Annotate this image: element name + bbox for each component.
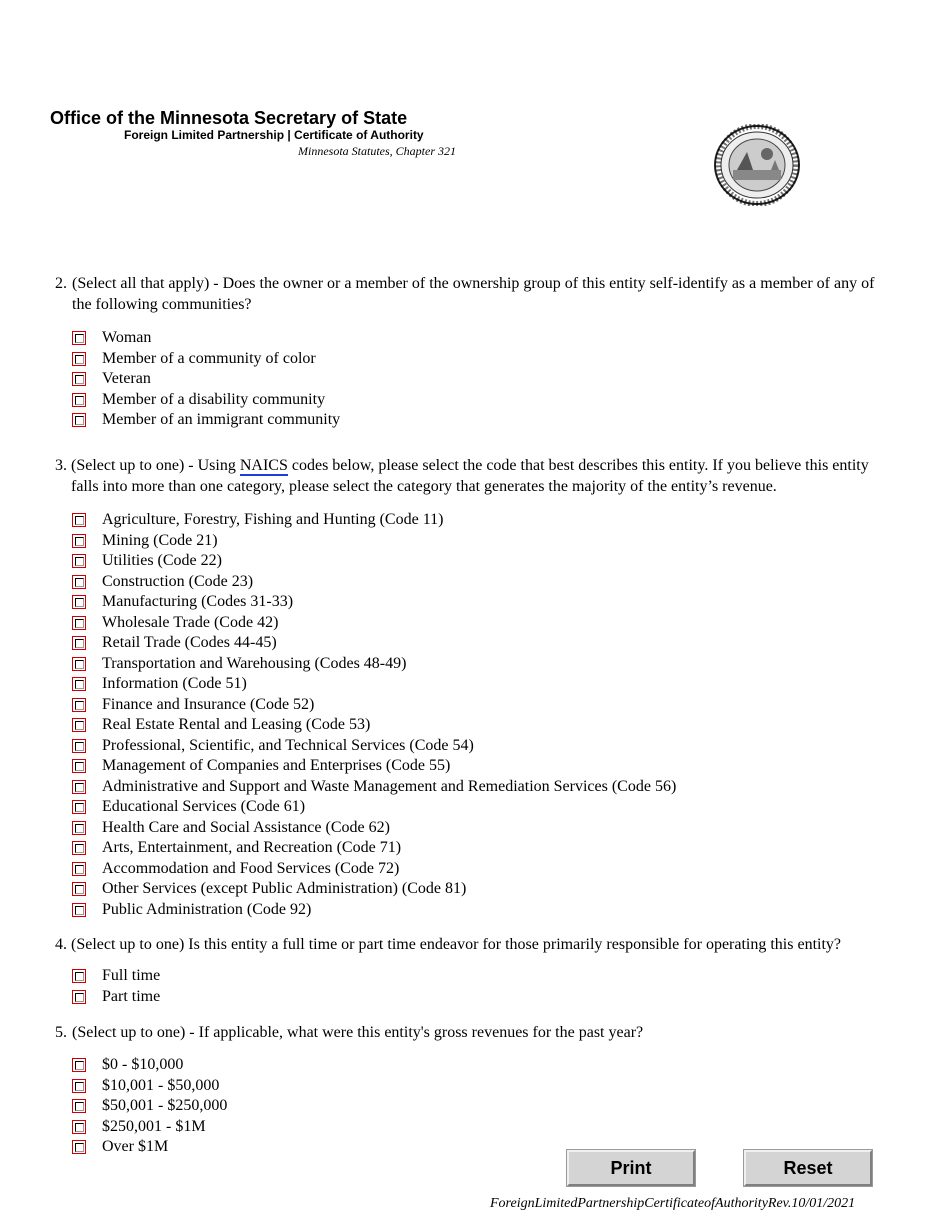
- option-row[interactable]: [72, 715, 676, 736]
- option-checkbox[interactable]: [72, 780, 86, 794]
- form-subtitle: Foreign Limited Partnership | Certificate of Authority: [124, 128, 424, 142]
- option-row[interactable]: [72, 797, 676, 818]
- print-button[interactable]: Print: [567, 1150, 695, 1186]
- option-row[interactable]: [72, 966, 160, 987]
- option-checkbox[interactable]: [72, 575, 86, 589]
- option-row[interactable]: [72, 695, 676, 716]
- option-label: Transportation and Warehousing (Codes 48-49): [102, 654, 407, 672]
- naics-link[interactable]: NAICS: [239, 457, 288, 474]
- option-row[interactable]: [72, 736, 676, 757]
- option-row[interactable]: [72, 390, 340, 411]
- option-label: $50,001 - $250,000: [102, 1097, 228, 1115]
- q2-options: [72, 328, 340, 431]
- option-row[interactable]: [72, 1096, 227, 1117]
- option-label: Arts, Entertainment, and Recreation (Code 71): [102, 839, 402, 857]
- option-label: Information (Code 51): [102, 675, 247, 693]
- option-row[interactable]: [72, 613, 676, 634]
- question-text: [71, 455, 895, 497]
- question-number: 2.: [55, 275, 67, 292]
- option-checkbox[interactable]: [72, 595, 86, 609]
- option-checkbox[interactable]: [72, 393, 86, 407]
- option-label: Part time: [102, 987, 161, 1005]
- option-row[interactable]: [72, 756, 676, 777]
- option-label: Real Estate Rental and Leasing (Code 53): [102, 716, 371, 734]
- option-checkbox[interactable]: [72, 352, 86, 366]
- option-row[interactable]: [72, 987, 160, 1008]
- option-row[interactable]: [72, 1076, 227, 1097]
- option-label: Finance and Insurance (Code 52): [102, 695, 315, 713]
- option-row[interactable]: [72, 510, 676, 531]
- option-row[interactable]: [72, 879, 676, 900]
- option-checkbox[interactable]: [72, 841, 86, 855]
- option-row[interactable]: [72, 410, 340, 431]
- option-row[interactable]: [72, 328, 340, 349]
- option-label: Educational Services (Code 61): [102, 798, 306, 816]
- option-label: Member of a community of color: [102, 349, 316, 367]
- question-3: [55, 455, 895, 497]
- option-row[interactable]: [72, 592, 676, 613]
- option-row[interactable]: [72, 1137, 227, 1158]
- option-checkbox[interactable]: [72, 534, 86, 548]
- option-row[interactable]: [72, 859, 676, 880]
- option-checkbox[interactable]: [72, 969, 86, 983]
- option-label: $0 - $10,000: [102, 1056, 184, 1074]
- reset-button[interactable]: Reset: [744, 1150, 872, 1186]
- option-row[interactable]: [72, 654, 676, 675]
- option-checkbox[interactable]: [72, 372, 86, 386]
- option-checkbox[interactable]: [72, 331, 86, 345]
- office-title: Office of the Minnesota Secretary of State: [50, 108, 408, 128]
- option-checkbox[interactable]: [72, 903, 86, 917]
- question-text: (Select up to one) - If applicable, what were this entity's gross revenues for the past year?: [72, 1024, 644, 1041]
- q3-options: [72, 510, 676, 920]
- option-label: Veteran: [102, 370, 151, 388]
- option-checkbox[interactable]: [72, 698, 86, 712]
- option-row[interactable]: [72, 818, 676, 839]
- option-label: Other Services (except Public Administration) (Code 81): [102, 880, 467, 898]
- option-label: Retail Trade (Codes 44-45): [102, 634, 277, 652]
- option-label: Manufacturing (Codes 31-33): [102, 593, 294, 611]
- option-label: Member of an immigrant community: [102, 411, 341, 429]
- option-label: $250,001 - $1M: [102, 1117, 206, 1135]
- option-checkbox[interactable]: [72, 616, 86, 630]
- option-label: $10,001 - $50,000: [102, 1076, 220, 1094]
- option-label: Agriculture, Forestry, Fishing and Hunting (Code 11): [102, 511, 444, 529]
- option-row[interactable]: [72, 900, 676, 921]
- option-checkbox[interactable]: [72, 413, 86, 427]
- question-number: 4.: [55, 936, 67, 953]
- question-number: 5.: [55, 1024, 67, 1041]
- option-label: Construction (Code 23): [102, 572, 254, 590]
- option-label: Over $1M: [102, 1138, 169, 1156]
- option-checkbox[interactable]: [72, 657, 86, 671]
- question-text: (Select up to one) Is this entity a full time or part time endeavor for those primarily responsible for operating this entity?: [71, 936, 842, 953]
- option-label: Member of a disability community: [102, 390, 326, 408]
- option-label: Wholesale Trade (Code 42): [102, 613, 279, 631]
- option-checkbox[interactable]: [72, 513, 86, 527]
- option-label: Management of Companies and Enterprises (Code 55): [102, 757, 451, 775]
- option-checkbox[interactable]: [72, 739, 86, 753]
- statute-reference: Minnesota Statutes, Chapter 321: [298, 144, 456, 158]
- question-4: [55, 934, 895, 955]
- q4-options: [72, 966, 160, 1007]
- option-checkbox[interactable]: [72, 1079, 86, 1093]
- question-text-end: codes below, please select the code that best describes this entity. If you believe this entity falls into more than one category, please select the category that generates the majority of the entity’s revenue.: [71, 457, 869, 495]
- option-row[interactable]: [72, 1055, 227, 1076]
- option-label: Mining (Code 21): [102, 531, 218, 549]
- option-label: Utilities (Code 22): [102, 552, 222, 570]
- state-seal-icon: [713, 124, 801, 206]
- question-2: [55, 273, 895, 315]
- question-number: 3.: [55, 457, 67, 474]
- option-checkbox[interactable]: [72, 800, 86, 814]
- question-text: (Select all that apply) - Does the owner or a member of the ownership group of this entity self-identify as a member of any of the following communities?: [72, 275, 875, 313]
- question-text-start: (Select up to one) - Using: [71, 457, 240, 474]
- option-row[interactable]: [72, 838, 676, 859]
- option-checkbox[interactable]: [72, 554, 86, 568]
- option-label: Professional, Scientific, and Technical Services (Code 54): [102, 736, 474, 754]
- option-checkbox[interactable]: [72, 718, 86, 732]
- option-label: Health Care and Social Assistance (Code 62): [102, 818, 390, 836]
- option-row[interactable]: [72, 551, 676, 572]
- q5-options: [72, 1055, 227, 1158]
- option-label: Accommodation and Food Services (Code 72): [102, 859, 400, 877]
- option-row[interactable]: [72, 633, 676, 654]
- option-row[interactable]: [72, 777, 676, 798]
- option-row[interactable]: [72, 572, 676, 593]
- option-checkbox[interactable]: [72, 821, 86, 835]
- option-label: Full time: [102, 967, 161, 985]
- option-checkbox[interactable]: [72, 990, 86, 1004]
- option-checkbox[interactable]: [72, 882, 86, 896]
- option-row[interactable]: [72, 369, 340, 390]
- option-label: Administrative and Support and Waste Management and Remediation Services (Code 56): [102, 777, 677, 795]
- option-checkbox[interactable]: [72, 1099, 86, 1113]
- option-row[interactable]: [72, 349, 340, 370]
- option-checkbox[interactable]: [72, 1120, 86, 1134]
- option-checkbox[interactable]: [72, 1140, 86, 1154]
- option-row[interactable]: [72, 1117, 227, 1138]
- option-row[interactable]: [72, 674, 676, 695]
- option-checkbox[interactable]: [72, 862, 86, 876]
- option-checkbox[interactable]: [72, 759, 86, 773]
- question-5: [55, 1022, 895, 1043]
- option-checkbox[interactable]: [72, 677, 86, 691]
- option-row[interactable]: [72, 531, 676, 552]
- form-revision-footer: ForeignLimitedPartnershipCertificateofAuthorityRev.10/01/2021: [490, 1196, 856, 1211]
- option-checkbox[interactable]: [72, 636, 86, 650]
- option-label: Woman: [102, 329, 152, 347]
- option-checkbox[interactable]: [72, 1058, 86, 1072]
- option-label: Public Administration (Code 92): [102, 900, 312, 918]
